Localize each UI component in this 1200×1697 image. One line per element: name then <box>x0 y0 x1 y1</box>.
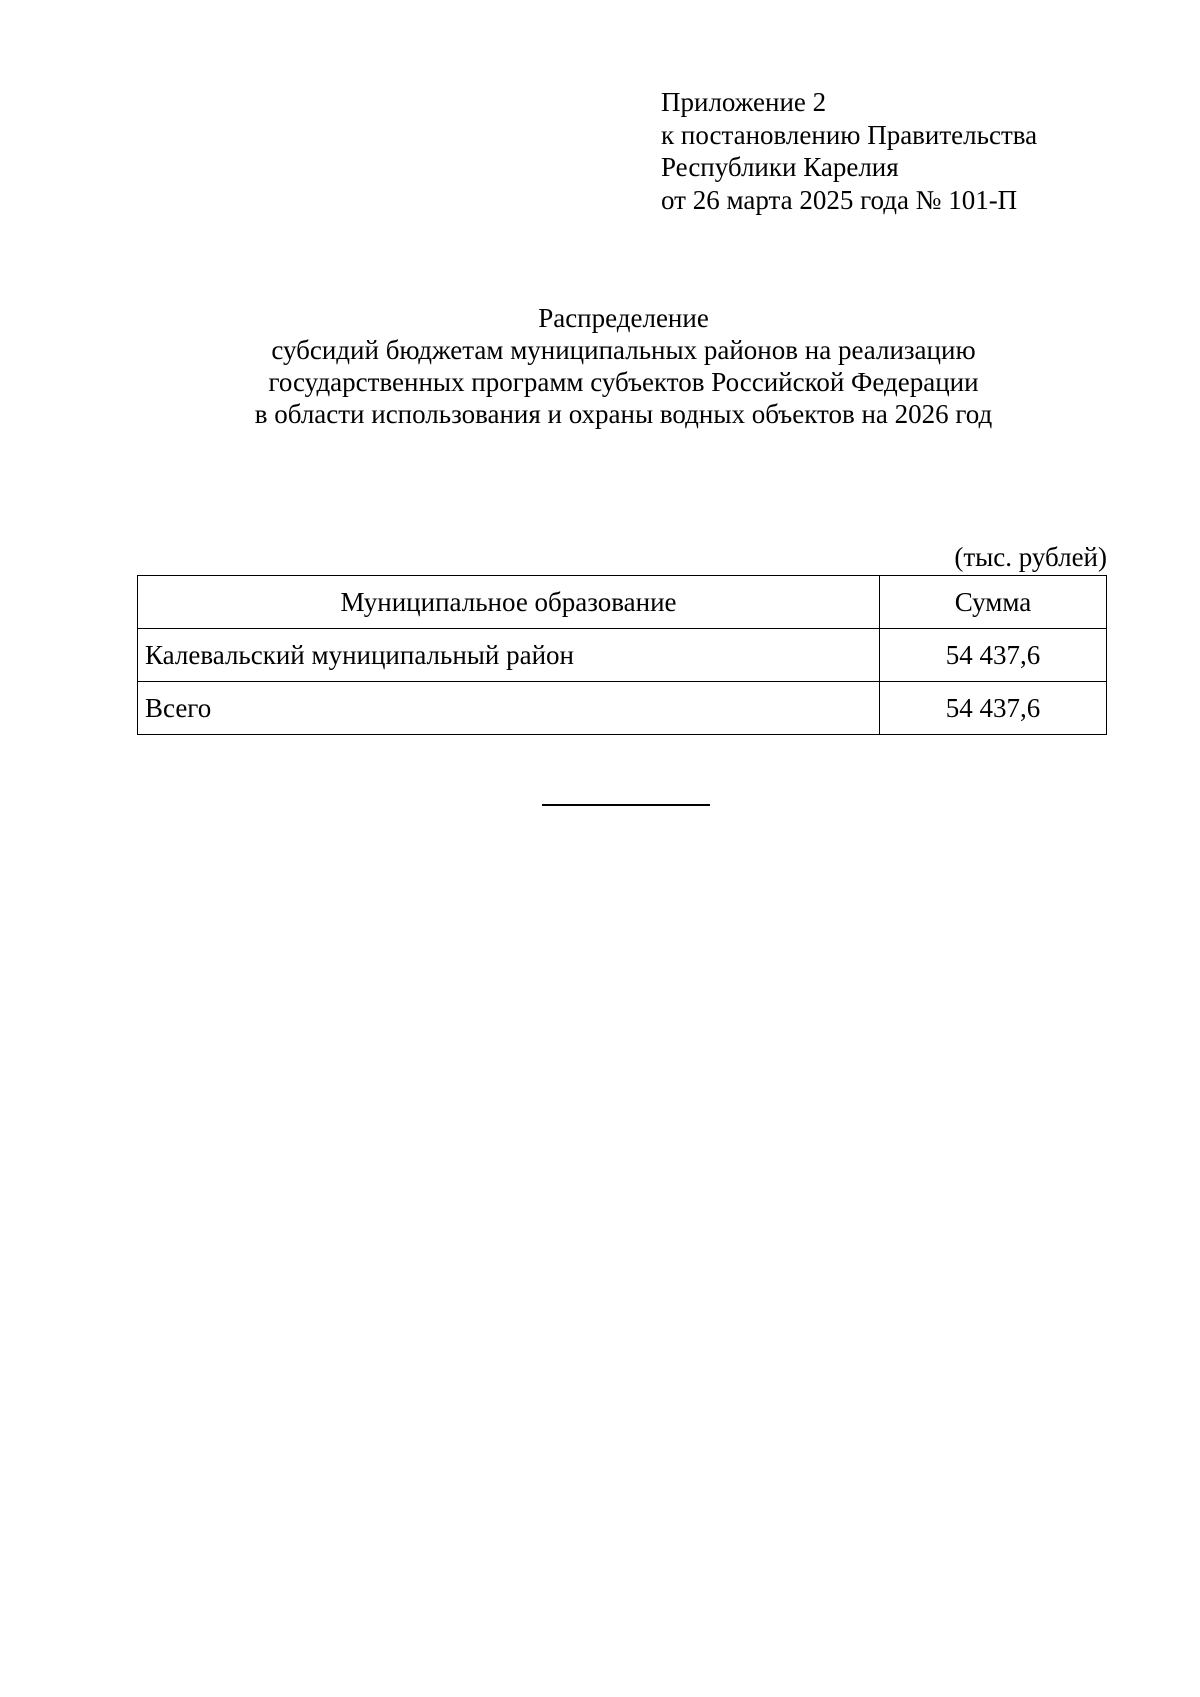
appendix-line: от 26 марта 2025 года № 101-П <box>661 184 1018 215</box>
title-line: субсидий бюджетам муниципальных районов на реализацию <box>271 335 976 365</box>
table-row-total <box>138 682 1107 735</box>
appendix-line: Республики Карелия <box>661 152 899 182</box>
table-header-row <box>138 576 1107 629</box>
title-line: государственных программ субъектов Российской Федерации <box>268 367 979 397</box>
total-sum: 54 437,6 <box>880 682 1107 735</box>
end-divider <box>542 804 710 806</box>
header-municipality: Муниципальное образование <box>138 576 880 629</box>
appendix-block <box>661 86 1037 216</box>
document-title <box>137 302 1110 430</box>
table-row <box>138 629 1107 682</box>
row-sum: 54 437,6 <box>880 629 1107 682</box>
units-label: (тыс. рублей) <box>954 542 1107 572</box>
appendix-line: Приложение 2 <box>661 87 827 117</box>
title-line: в области использования и охраны водных объектов на 2026 год <box>254 399 993 429</box>
title-line: Распределение <box>538 303 709 333</box>
total-label: Всего <box>138 682 880 735</box>
row-municipality: Калевальский муниципальный район <box>138 629 880 682</box>
distribution-table <box>137 575 1107 735</box>
header-sum: Сумма <box>880 576 1107 629</box>
appendix-line: к постановлению Правительства <box>661 119 1038 150</box>
